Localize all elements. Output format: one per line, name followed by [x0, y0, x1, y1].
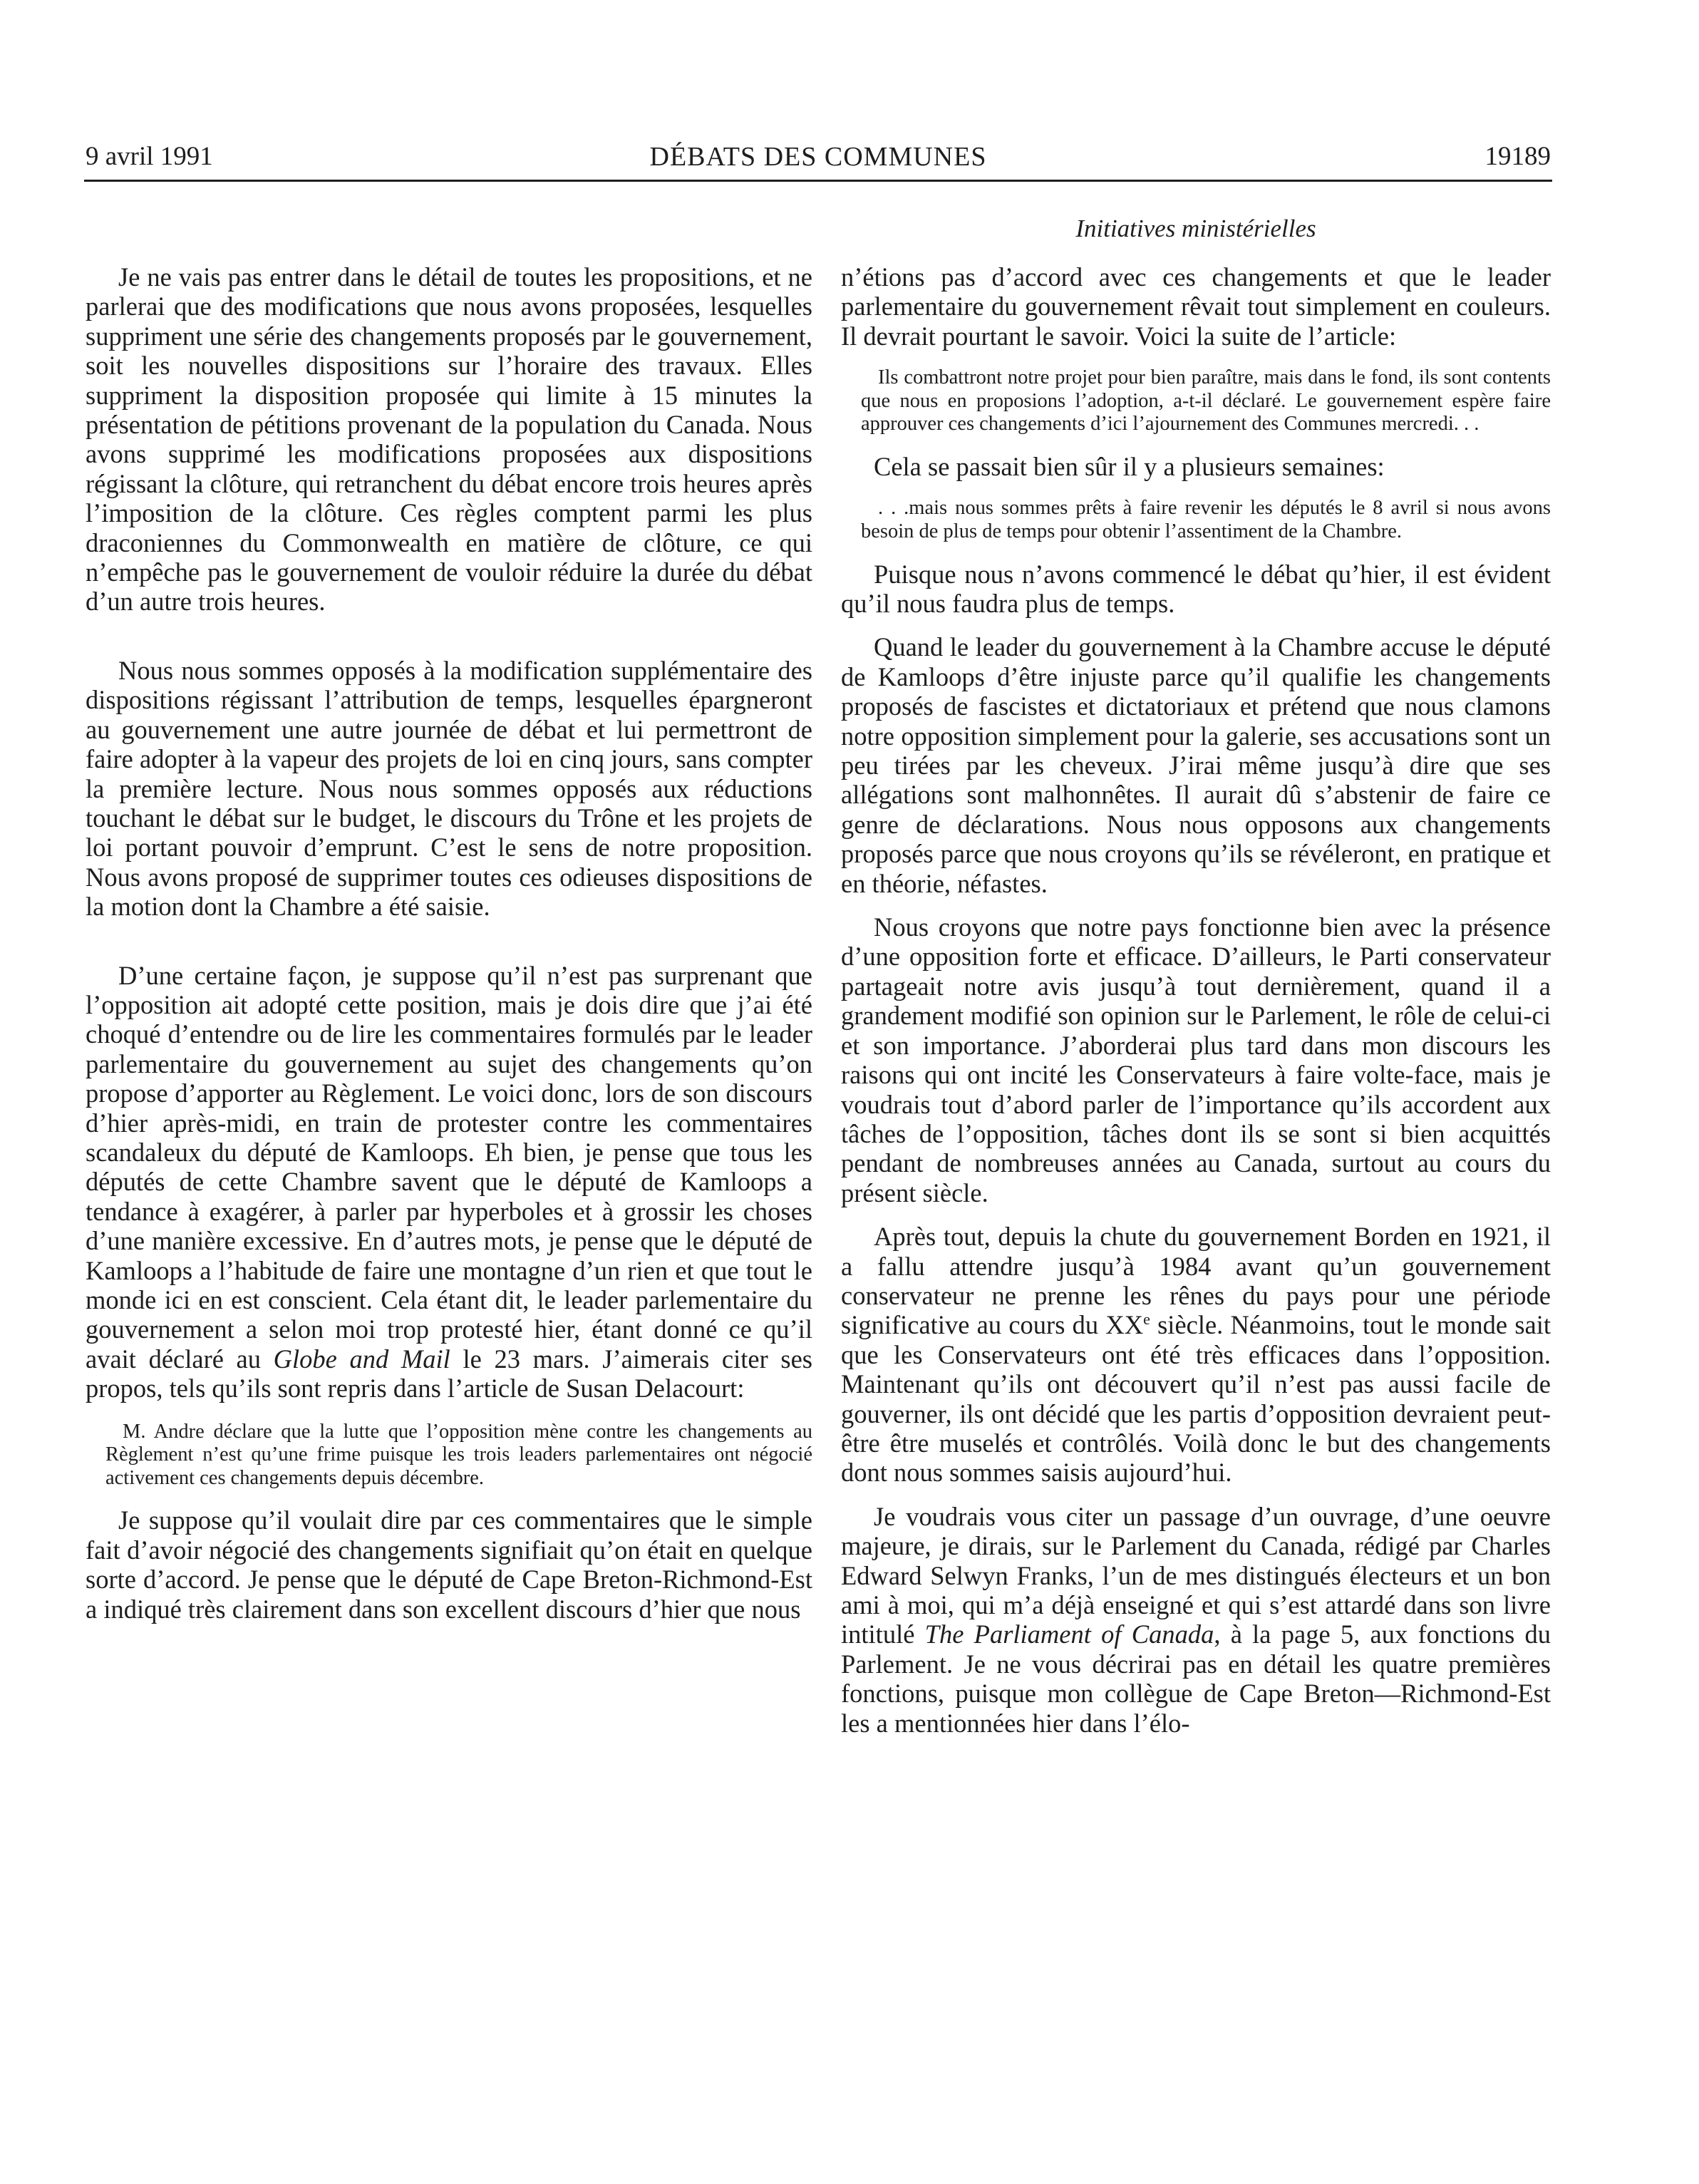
header-rule	[84, 180, 1552, 182]
right-quote-1: Ils combattront notre projet pour bien paraître, mais dans le fond, ils sont contents que nous en proposions l’adoption, a-t-il déclaré. Le gouvernement espère faire approuver ces changements d’ici l’ajournement des Communes mercredi. . .	[861, 366, 1551, 436]
right-paragraph-4: Quand le leader du gouvernement à la Chambre accuse le député de Kamloops d’être injuste parce qu’il qualifie les changements proposés de fascistes et dictatoriaux et prétend que nous clamons notre opposition simplement pour la galerie, ses accusations sont un peu tirées par les cheveux. J’irai même jusqu’à dire que ses allégations sont malhonnêtes. Il aurait dû s’abstenir de faire ce genre de déclarations. Nous nous opposons aux changements proposés parce que nous croyons qu’ils se révéleront, en pratique et en théorie, néfastes.	[841, 632, 1551, 898]
left-paragraph-3	[86, 961, 812, 1403]
right-paragraph-6	[841, 1222, 1551, 1488]
header-title: DÉBATS DES COMMUNES	[649, 142, 987, 172]
page-header	[86, 135, 1551, 178]
right-paragraph-5: Nous croyons que notre pays fonctionne bien avec la présence d’une opposition forte et efficace. D’ailleurs, le Parti conservateur partageait notre avis jusqu’à tout dernièrement, quand il a grandement modifié son opinion sur le Parlement, le rôle de celui-ci et son importance. J’aborderai plus tard dans mon discours les raisons qui ont incité les Conservateurs à faire volte-face, mais je voudrais tout d’abord parler de l’importance qu’ils accordent aux tâches de l’opposition, tâches dont ils se sont si bien acquittés pendant de nombreuses années au Canada, surtout au cours du présent siècle.	[841, 912, 1551, 1207]
left-paragraph-3-text-a: D’une certaine façon, je suppose qu’il n’est pas surprenant que l’opposition ait adopté cette position, mais je dois dire que j’ai été choqué d’entendre ou de lire les commentaires formulés par le leader parlementaire du gouvernement au sujet des changements qu’on propose d’apporter au Règlement. Le voici donc, lors de son discours d’hier après-midi, en train de protester contre les commentaires scandaleux du député de Kamloops. Eh bien, je pense que tous les députés de cette Chambre savent que le député de Kamloops a tendance à exagérer, à parler par hyperboles et à grossir les choses d’une manière excessive. En d’autres mots, je pense que le député de Kamloops a l’habitude de faire une montagne d’un rien et que tout le monde ici en est conscient. Cela étant dit, le leader parlementaire du gouvernement a selon moi trop protesté hier, étant donné ce qu’il avait déclaré au	[86, 960, 812, 1374]
right-paragraph-6-text-a: Après tout, depuis la chute du gouvernement Borden en 1921, il a fallu attendre jusqu’à 1984 avant qu’un gouvernement conservateur ne prenne les rênes du pays pour une période significative au cours du XX	[841, 1222, 1551, 1340]
left-paragraph-4: Je suppose qu’il voulait dire par ces commentaires que le simple fait d’avoir négocié des changements signifiait qu’on était en quelque sorte d’accord. Je pense que le député de Cape Breton-Richmond-Est a indiqué très clairement dans son excellent discours d’hier que nous	[86, 1505, 812, 1624]
century-superscript: e	[1143, 1310, 1150, 1329]
section-title: Initiatives ministérielles	[1075, 215, 1316, 242]
left-paragraph-1: Je ne vais pas entrer dans le détail de toutes les propositions, et ne parlerai que des modifications que nous avons proposées, lesquelles suppriment une série des changements proposés par le gouvernement, soit les nouvelles dispositions sur l’horaire des travaux. Elles suppriment la disposition proposée qui limite à 15 minutes la présentation de pétitions provenant de la population du Canada. Nous avons supprimé les modifications proposées aux dispositions régissant la clôture, qui retranchent du débat encore trois heures après l’imposition de la clôture. Ces règles comptent parmi les plus draconiennes du Commonwealth en matière de clôture, ce qui n’empêche pas le gouvernement de vouloir réduire la durée du débat d’un autre trois heures.	[86, 262, 812, 617]
header-page-number: 19189	[1484, 142, 1551, 171]
right-paragraph-7	[841, 1502, 1551, 1738]
right-paragraph-7-text-b: , à la page 5, aux fonctions du Parlement. Je ne vous décrirai pas en détail les quatre premières fonctions, puisque mon collègue de Cape Breton—Richmond-Est les a mentionnées hier dans l’élo-	[841, 1619, 1551, 1738]
left-quote-1: M. Andre déclare que la lutte que l’opposition mène contre les changements au Règlement n’est qu’une frime puisque les trois leaders parlementaires ont négocié activement ces changements depuis décembre.	[105, 1420, 812, 1489]
right-paragraph-2: Cela se passait bien sûr il y a plusieurs semaines:	[874, 452, 1385, 481]
right-paragraph-7-text-a: Je voudrais vous citer un passage d’un ouvrage, d’une oeuvre majeure, je dirais, sur le Parlement du Canada, rédigé par Charles Edward Selwyn Franks, l’un de mes distingués électeurs et un bon ami à moi, qui m’a déjà enseigné et qui s’est attardé dans son livre intitulé	[841, 1501, 1551, 1649]
right-quote-2: . . .mais nous sommes prêts à faire revenir les députés le 8 avril si nous avons besoin de plus de temps pour obtenir l’assentiment de la Chambre.	[861, 497, 1551, 542]
left-paragraph-2: Nous nous sommes opposés à la modification supplémentaire des dispositions régissant l’attribution de temps, lesquelles épargneront au gouvernement une autre journée de débat et lui permettront de faire adopter à la vapeur des projets de loi en cinq jours, sans compter la première lecture. Nous nous sommes opposés aux réductions touchant le débat sur le budget, le discours du Trône et les projets de loi portant pouvoir d’emprunt. C’est le sens de notre proposition. Nous avons proposé de supprimer toutes ces odieuses dispositions de la motion dont la Chambre a été saisie.	[86, 655, 812, 922]
right-paragraph-1: n’étions pas d’accord avec ces changements et que le leader parlementaire du gouvernement rêvait tout simplement en couleurs. Il devrait pourtant le savoir. Voici la suite de l’article:	[841, 262, 1551, 351]
header-date: 9 avril 1991	[86, 142, 213, 171]
newspaper-title: Globe and Mail	[273, 1344, 450, 1374]
left-paragraph-3-text-b: le 23 mars. J’aimerais citer ses propos, tels qu’ils sont repris dans l’article de Susan Delacourt:	[86, 1344, 813, 1403]
book-title: The Parliament of Canada	[924, 1619, 1214, 1649]
left-column	[86, 262, 812, 1624]
right-column	[841, 262, 1551, 1738]
right-paragraph-6-text-b: siècle. Néanmoins, tout le monde sait que les Conservateurs ont été très efficaces dans l’opposition. Maintenant qu’ils ont découvert qu’il n’est pas aussi facile de gouverner, ils ont décidé que les partis d’opposition devraient peut-être être muselés et contrôlés. Voilà donc le but des changements dont nous sommes saisis aujourd’hui.	[841, 1310, 1551, 1488]
right-paragraph-3: Puisque nous n’avons commencé le débat qu’hier, il est évident qu’il nous faudra plus de temps.	[841, 559, 1551, 618]
